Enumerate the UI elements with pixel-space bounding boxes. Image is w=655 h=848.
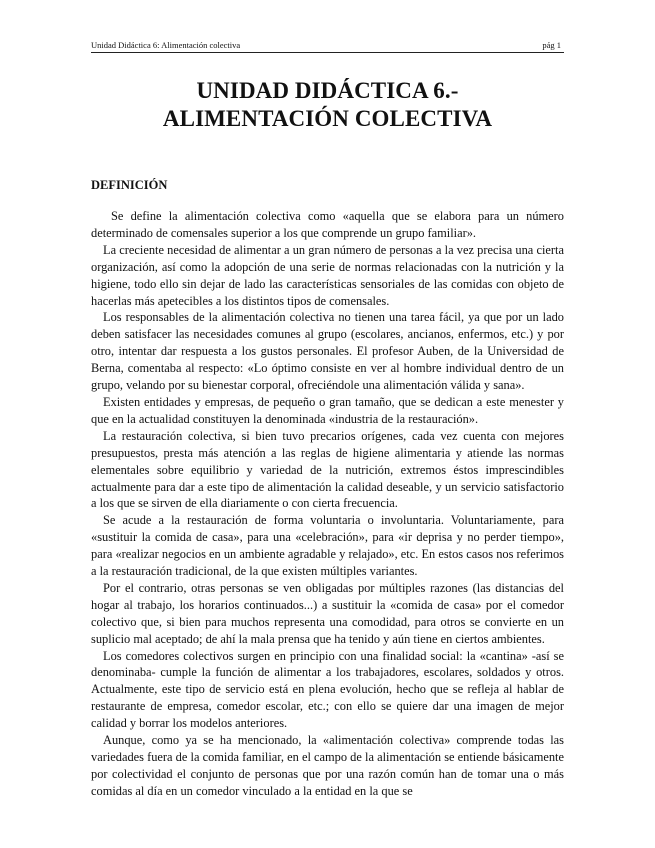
- running-header: [91, 40, 564, 53]
- paragraph-6: Se acude a la restauración de forma voluntaria o involuntaria. Voluntariamente, para «sustituir la comida de casa», para una «celebración», para «ir deprisa y no perder tiempo», para «realizar negocios en un ambiente agradable y relajado», etc. En estos casos nos referimos a la restauración tradicional, de la que existen múltiples variantes.: [91, 513, 564, 579]
- paragraph-2: La creciente necesidad de alimentar a un gran número de personas a la vez precisa una cierta organización, así como la adopción de una serie de normas relacionadas con la nutrición y la higiene, todo ello sin dejar de lado las características sensoriales de las comidas con objeto de hacerlas más apetecibles a los distintos tipos de comensales.: [91, 242, 564, 308]
- title-line-1: UNIDAD DIDÁCTICA 6.-: [196, 78, 459, 103]
- header-document-title: Unidad Didáctica 6: Alimentación colectiva: [91, 40, 241, 50]
- section-heading-definicion: DEFINICIÓN: [91, 178, 168, 192]
- page-title: [91, 77, 564, 133]
- paragraph-5: La restauración colectiva, si bien tuvo precarios orígenes, cada vez cuenta con mejores presupuestos, presta más atención a las reglas de higiene alimentaria y atiende las normas elementales sobre equilibrio y variedad de la nutrición, extremos éstos imprescindibles actualmente para dar a este tipo de alimentación la calidad deseable, y un servicio satisfactorio a los que se sirven de ella diariamente o con cierta frecuencia.: [91, 428, 564, 511]
- title-line-2: ALIMENTACIÓN COLECTIVA: [162, 106, 493, 131]
- paragraph-9: Aunque, como ya se ha mencionado, la «alimentación colectiva» comprende todas las variedades fuera de la comida familiar, en el campo de la alimentación se entiende básicamente por colectividad el conjunto de personas que por una razón común han de tomar una o más comidas al día en un comedor vinculado a la entidad en la que se: [91, 733, 564, 798]
- paragraph-7: Por el contrario, otras personas se ven obligadas por múltiples razones (las distancias del hogar al trabajo, los horarios continuados...) a sustituir la «comida de casa» por el comedor colectivo que, si bien para muchos representa una comodidad, para otros se convierte en un suplicio mal aceptado; de ahí la mala prensa que ha tenido y aún tiene en ciertos ambientes.: [91, 580, 564, 646]
- paragraph-3: Los responsables de la alimentación colectiva no tienen una tarea fácil, ya que por un lado deben satisfacer las necesidades comunes al grupo (escolares, ancianos, enfermos, etc.) y por otro, intentar dar respuesta a los gustos personales. El profesor Auben, de la Universidad de Berna, comentaba al respecto: «Lo óptimo consiste en ver al hombre individual dentro de un grupo, velando por su bienestar corporal, ofreciéndole una alimentación válida y sana».: [91, 310, 564, 393]
- paragraph-1: Se define la alimentación colectiva como «aquella que se elabora para un número determinado de comensales superior a los que comprende un grupo familiar».: [91, 209, 564, 240]
- body-text: [91, 208, 564, 800]
- paragraph-8: Los comedores colectivos surgen en principio con una finalidad social: la «cantina» -así se denominaba- cumple la función de alimentar a los trabajadores, escolares, soldados y otros. Actualmente, este tipo de servicio está en plena evolución, hecho que se refleja al hablar de restaurante de empresa, comedor escolar, etc.; con ello se quiere dar una imagen de mejor calidad y borrar los modelos anteriores.: [91, 648, 564, 731]
- paragraph-4: Existen entidades y empresas, de pequeño o gran tamaño, que se dedican a este menester y que en la actualidad constituyen la denominada «industria de la restauración».: [91, 394, 564, 426]
- header-page-number: pág 1: [542, 40, 561, 50]
